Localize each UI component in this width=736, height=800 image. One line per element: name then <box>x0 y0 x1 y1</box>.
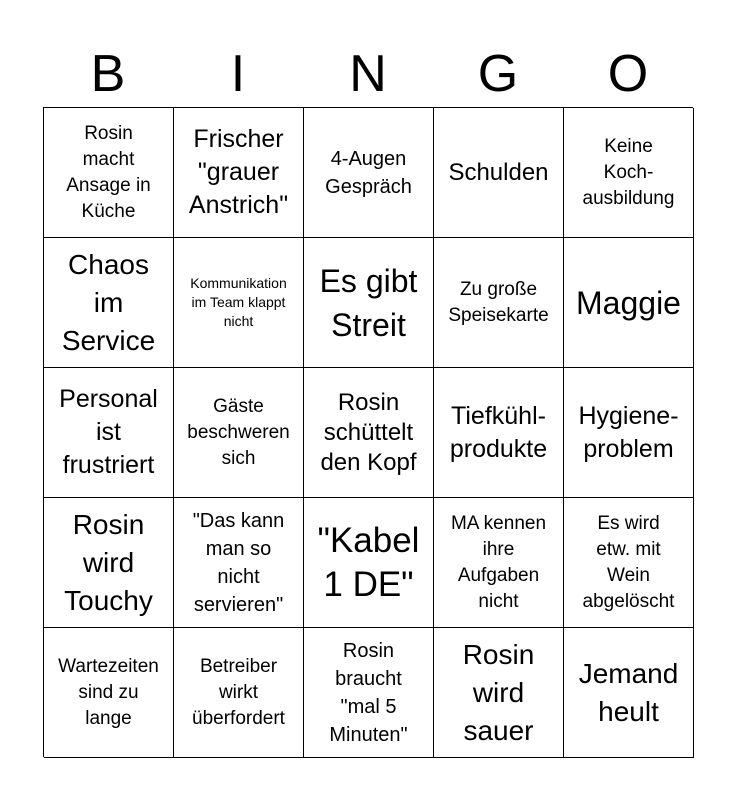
bingo-cell[interactable] <box>174 108 304 238</box>
header-letter-n: N <box>349 45 387 103</box>
bingo-cell[interactable] <box>434 498 564 628</box>
bingo-cell-text: 4-Augen Gespräch <box>325 147 412 198</box>
bingo-cell-text: "Kabel 1 DE" <box>317 520 420 604</box>
bingo-cell-text: Gäste beschweren sich <box>187 395 290 469</box>
bingo-cell[interactable] <box>564 238 694 368</box>
bingo-cell-text: Kommunikation im Team klappt nicht <box>190 275 287 329</box>
bingo-cell-text: Rosin macht Ansage in Küche <box>66 122 151 222</box>
bingo-cell-text: Tiefkühl- produkte <box>449 401 548 463</box>
bingo-cell[interactable] <box>44 498 174 628</box>
bingo-cell[interactable] <box>44 368 174 498</box>
bingo-cell-text: "Das kann man so nicht servieren" <box>192 509 285 616</box>
header-letter-o: O <box>607 45 649 103</box>
bingo-cell-text: Rosin wird Touchy <box>64 508 153 616</box>
header-letter-g: G <box>477 45 519 103</box>
bingo-cell[interactable] <box>44 108 174 238</box>
bingo-header <box>43 40 693 108</box>
bingo-cell[interactable] <box>434 628 564 758</box>
bingo-cell[interactable] <box>304 238 434 368</box>
header-letter-i: I <box>230 45 246 103</box>
bingo-cell[interactable] <box>434 238 564 368</box>
bingo-cell[interactable] <box>434 108 564 238</box>
bingo-cell-text: Wartezeiten sind zu lange <box>58 655 159 729</box>
bingo-cell-text: Es gibt Streit <box>319 262 418 343</box>
bingo-cell[interactable] <box>174 368 304 498</box>
bingo-cell[interactable] <box>44 628 174 758</box>
bingo-cell[interactable] <box>564 628 694 758</box>
bingo-cell-text: Jemand heult <box>578 657 679 727</box>
bingo-cell-text: MA kennen ihre Aufgaben nicht <box>450 512 547 612</box>
bingo-cell[interactable] <box>564 108 694 238</box>
bingo-cell-text: Maggie <box>576 284 681 321</box>
bingo-cell[interactable] <box>304 368 434 498</box>
bingo-cell[interactable] <box>174 238 304 368</box>
bingo-cell-text: Personal ist frustriert <box>59 385 158 479</box>
bingo-cell-text: Rosin schüttelt den Kopf <box>320 388 417 476</box>
bingo-cell-text: Es wird etw. mit Wein abgelöscht <box>582 512 675 612</box>
bingo-cell-text: Frischer "grauer Anstrich" <box>188 125 289 219</box>
bingo-cell[interactable] <box>304 108 434 238</box>
bingo-cell[interactable] <box>44 238 174 368</box>
bingo-cell[interactable] <box>564 498 694 628</box>
bingo-cell-text: Schulden <box>448 158 549 186</box>
bingo-cell[interactable] <box>174 628 304 758</box>
bingo-cell-text: Rosin braucht "mal 5 Minuten" <box>329 639 408 746</box>
bingo-grid <box>43 107 693 757</box>
bingo-cell[interactable] <box>564 368 694 498</box>
bingo-cell[interactable] <box>434 368 564 498</box>
bingo-cell-text: Rosin wird sauer <box>462 638 535 746</box>
bingo-cell-text: Betreiber wirkt überfordert <box>192 655 285 729</box>
bingo-cell-text: Zu große Speisekarte <box>448 278 549 326</box>
header-letter-b: B <box>90 45 126 103</box>
bingo-cell[interactable] <box>174 498 304 628</box>
bingo-cell[interactable] <box>304 628 434 758</box>
bingo-cell-text: Hygiene- problem <box>578 401 679 463</box>
bingo-cell[interactable] <box>304 498 434 628</box>
bingo-cell-text: Keine Koch- ausbildung <box>582 135 675 209</box>
bingo-cell-text: Chaos im Service <box>61 248 156 356</box>
